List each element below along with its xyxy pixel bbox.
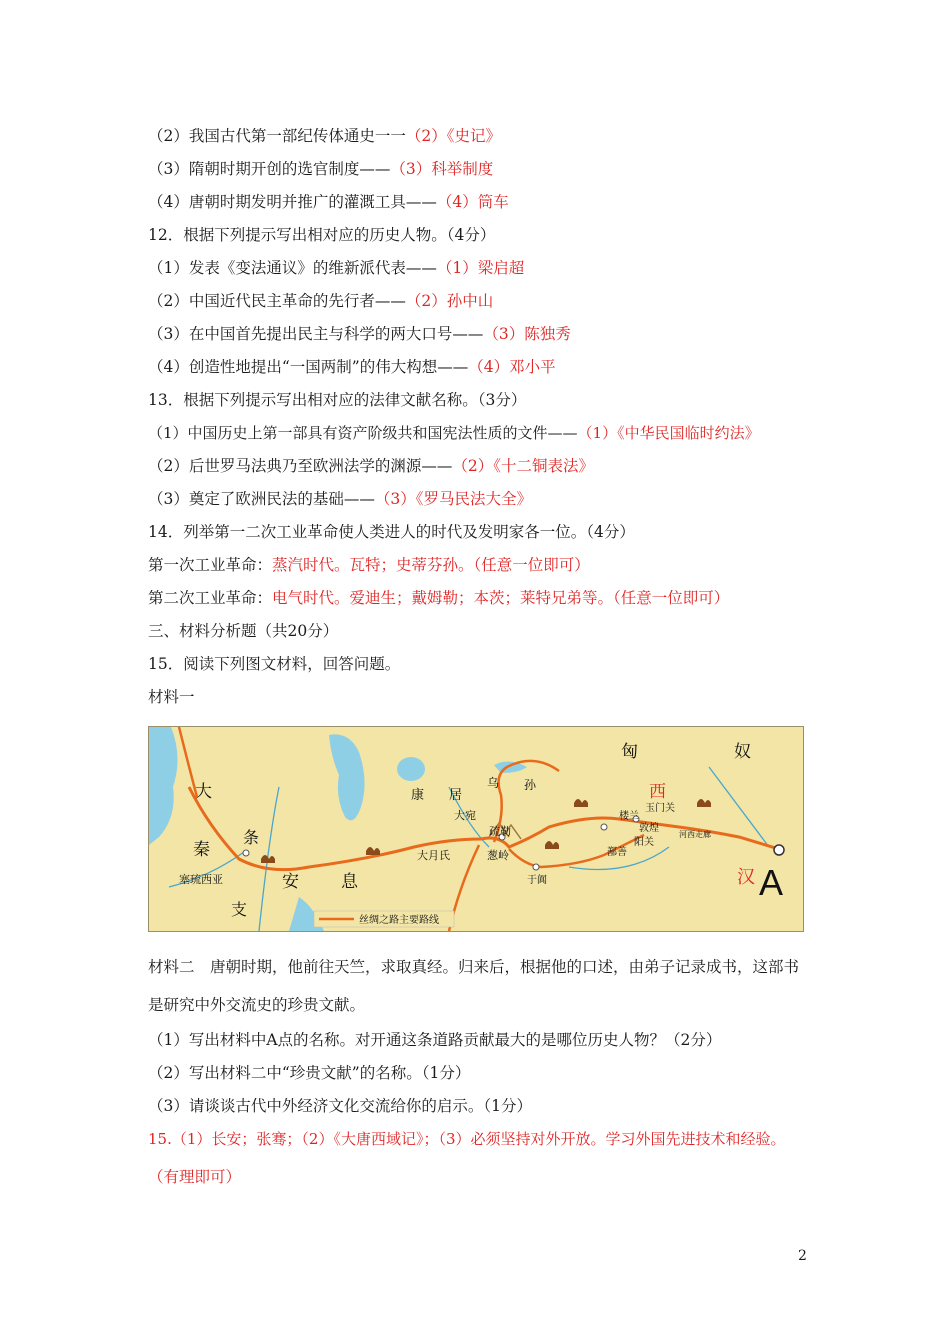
material-two-line-1: 材料二 唐朝时期，他前往天竺，求取真经。归来后，根据他的口述，由弟子记录成书，这部书 (148, 958, 800, 976)
answer-15-line-2: （有理即可） (148, 1168, 242, 1186)
question-heading: 13．根据下列提示写出相对应的法律文献名称。（3分） (148, 391, 527, 409)
answer-line: （1）中国历史上第一部具有资产阶级共和国宪法性质的文件——（1）《中华民国临时约法》 (148, 424, 760, 442)
material-label: 材料一 (148, 688, 195, 706)
answer-line: （2）我国古代第一部纪传体通史一一（2）《史记》 (148, 127, 501, 145)
label-daqin-1: 大 (195, 782, 212, 802)
label-kangju-2: 居 (449, 788, 463, 803)
silk-road-map (148, 726, 804, 932)
answer-line: （2）中国近代民主革命的先行者——（2）孙中山 (148, 292, 494, 310)
material-two-line-2: 是研究中外交流史的珍贵文献。 (148, 996, 366, 1014)
section-heading: 三、材料分析题（共20分） (148, 622, 339, 640)
answer-line: 第二次工业革命：电气时代。爱迪生；戴姆勒；本茨；莱特兄弟等。（任意一位即可） (148, 589, 730, 607)
question-heading: 12．根据下列提示写出相对应的历史人物。（4分） (148, 226, 496, 244)
city-dot (243, 850, 249, 856)
label-anxi-2: 息 (341, 872, 358, 892)
sub-question: （1）写出材料中A点的名称。对开通这条道路贡献最大的是哪位历史人物？（2分） (148, 1031, 722, 1049)
label-yangguan: 阳关 (634, 837, 654, 848)
label-point-a: A (759, 862, 784, 903)
label-wusun-1: 乌 (487, 776, 500, 790)
label-kangju-1: 康 (411, 788, 425, 803)
city-dot (601, 824, 607, 830)
label-dunhuang: 敦煌 (639, 823, 659, 834)
label-anxi-1: 安 (282, 872, 299, 892)
label-yutian: 于阗 (527, 875, 547, 886)
label-tiaozhi-2: 支 (231, 900, 248, 919)
label-hexi: 河西走廊 (679, 830, 711, 839)
aral-sea (397, 757, 425, 781)
label-shule: 疏勒 (489, 825, 511, 838)
changan-point (774, 845, 784, 855)
label-tiaozhi-1: 条 (243, 828, 260, 847)
answer-line: （3）隋朝时期开创的选官制度——（3）科举制度 (148, 160, 494, 178)
answer-line: （2）后世罗马法典乃至欧洲法学的渊源——（2）《十二铜表法》 (148, 457, 594, 475)
answer-line: （4）唐朝时期发明并推广的灌溉工具——（4）筒车 (148, 193, 509, 211)
answer-line: （1）发表《变法通议》的维新派代表——（1）梁启超 (148, 259, 525, 277)
label-loulan: 楼兰 (619, 811, 639, 822)
answer-15-line-1: 15.（1）长安；张骞；（2）《大唐西域记》；（3）必须坚持对外开放。学习外国先进技术和经验。 (148, 1130, 786, 1148)
label-wusun-2: 孙 (524, 778, 537, 792)
answer-line: （4）创造性地提出“一国两制”的伟大构想——（4）邓小平 (148, 358, 556, 376)
label-shanshan: 鄯善 (607, 847, 627, 858)
question-heading: 14．列举第一二次工业革命使人类进人的时代及发明家各一位。（4分） (148, 523, 635, 541)
label-xi: 西 (649, 782, 666, 802)
label-xiongnu-2: 奴 (734, 742, 751, 762)
answer-line: （3）在中国首先提出民主与科学的两大口号——（3）陈独秀 (148, 325, 571, 343)
city-dot (533, 864, 539, 870)
sub-question: （3）请谈谈古代中外经济文化交流给你的启示。（1分） (148, 1097, 532, 1115)
label-selucia: 塞琉西亚 (179, 873, 223, 886)
label-yumenguan: 玉门关 (645, 803, 675, 814)
answer-line: 第一次工业革命：蒸汽时代。瓦特；史蒂芬孙。（任意一位即可） (148, 556, 590, 574)
label-dayuezhi: 大月氏 (417, 849, 450, 862)
question-heading: 15．阅读下列图文材料，回答问题。 (148, 655, 401, 673)
answer-line: （3）奠定了欧洲民法的基础——（3）《罗马民法大全》 (148, 490, 532, 508)
label-daqin-2: 秦 (193, 840, 210, 860)
label-han: 汉 (737, 867, 755, 888)
label-xiongnu-1: 匈 (621, 742, 638, 762)
label-dawan: 大宛 (454, 809, 476, 822)
label-congling: 葱岭 (487, 849, 509, 862)
page-number: 2 (798, 1248, 807, 1264)
sub-question: （2）写出材料二中“珍贵文献”的名称。（1分） (148, 1064, 471, 1082)
legend-label: 丝绸之路主要路线 (359, 915, 439, 926)
